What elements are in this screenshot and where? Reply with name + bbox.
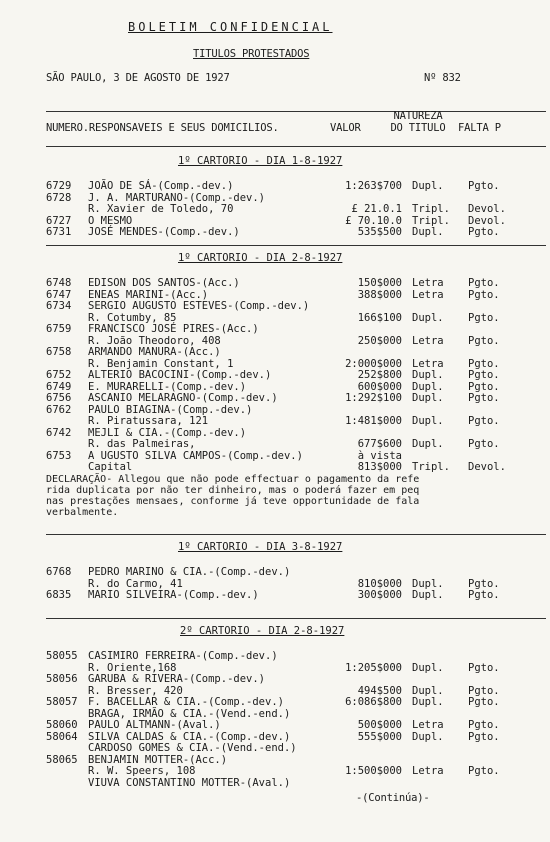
column-valor: VALOR xyxy=(330,122,361,134)
declaracao-line: nas prestações mensaes, conforme já teve opportunidade de fala xyxy=(46,495,420,507)
declaracao-line: DECLARAÇÃO- Allegou que não pode effectuar o pagamento da refe xyxy=(46,473,420,485)
document-subtitle: TITULOS PROTESTADOS xyxy=(193,48,310,60)
row-falta: Pgto. xyxy=(468,392,500,404)
header-bottom-rule xyxy=(46,146,546,147)
row-number: 6759 xyxy=(46,323,72,335)
row-number: 6728 xyxy=(46,191,72,204)
row-falta: Pgto. xyxy=(468,369,500,381)
row-number: 6835 xyxy=(46,589,72,601)
row-number: 6748 xyxy=(46,277,72,289)
row-natureza: Dupl. xyxy=(412,392,444,404)
row-responsavel: EDISON DOS SANTOS-(Acc.) xyxy=(88,277,240,289)
row-number: 6742 xyxy=(46,426,72,439)
row-number: 6753 xyxy=(46,449,72,462)
row-responsavel: Capital xyxy=(88,461,133,473)
row-number: 58064 xyxy=(46,730,78,743)
row-natureza: Dupl. xyxy=(412,380,444,393)
row-natureza: Dupl. xyxy=(412,311,444,324)
row-responsavel: R. das Palmeiras, xyxy=(88,438,196,450)
row-valor: 494$500 xyxy=(357,684,402,697)
row-valor: 1:481$000 xyxy=(345,415,402,427)
row-falta: Pgto. xyxy=(468,696,500,708)
row-valor: 250$000 xyxy=(357,334,402,347)
row-responsavel: ASCANIO MELARAGNO-(Comp.-dev.) xyxy=(88,392,278,404)
row-responsavel: JOÃO DE SÁ-(Comp.-dev.) xyxy=(88,180,234,192)
row-falta: Pgto. xyxy=(468,661,500,674)
row-valor: à vista xyxy=(357,449,402,462)
row-natureza: Letra xyxy=(412,288,444,301)
row-valor: 1:292$100 xyxy=(345,392,402,404)
row-natureza: Dupl. xyxy=(412,180,444,192)
row-number: 6749 xyxy=(46,380,72,393)
row-responsavel: R. Oriente,168 xyxy=(88,661,177,674)
section-heading: 1º CARTORIO - DIA 3-8-1927 xyxy=(178,541,343,553)
row-number: 6752 xyxy=(46,369,72,381)
row-number: 58056 xyxy=(46,673,78,685)
row-responsavel: F. BACELLAR & CIA.-(Comp.-dev.) xyxy=(88,696,284,708)
row-valor: 600$000 xyxy=(357,380,402,393)
row-falta: Pgto. xyxy=(468,380,500,393)
row-valor: 1:263$700 xyxy=(345,180,402,192)
row-natureza: Dupl. xyxy=(412,577,444,590)
row-valor: 150$000 xyxy=(357,277,402,289)
row-responsavel: PEDRO MARINO & CIA.-(Comp.-dev.) xyxy=(88,566,291,578)
row-responsavel: PAULO BIAGINA-(Comp.-dev.) xyxy=(88,403,253,416)
row-valor: 388$000 xyxy=(357,288,402,301)
row-falta: Pgto. xyxy=(468,589,500,601)
row-responsavel: CARDOSO GOMES & CIA.-(Vend.-end.) xyxy=(88,742,297,754)
row-responsavel: R. Bresser, 420 xyxy=(88,684,183,697)
row-responsavel: PAULO ALTMANN-(Aval.) xyxy=(88,719,221,731)
column-responsaveis: RESPONSAVEIS E SEUS DOMICILIOS. xyxy=(88,122,279,134)
continua-footer: -(Continúa)- xyxy=(356,792,430,804)
column-natureza: NATUREZA DO TITULO xyxy=(390,110,446,134)
row-natureza: Letra xyxy=(412,357,444,370)
row-responsavel: A UGUSTO SILVA CAMPOS-(Comp.-dev.) xyxy=(88,449,303,462)
row-valor: 555$000 xyxy=(357,730,402,743)
row-natureza: Letra xyxy=(412,765,444,777)
row-natureza: Tripl. xyxy=(412,461,450,473)
section-heading: 2º CARTORIO - DIA 2-8-1927 xyxy=(180,625,345,637)
row-responsavel: SILVA CALDAS & CIA.-(Comp.-dev.) xyxy=(88,730,291,743)
row-responsavel: R. do Carmo, 41 xyxy=(88,577,183,590)
header-top-rule xyxy=(46,111,546,112)
document-date: SÃO PAULO, 3 DE AGOSTO DE 1927 xyxy=(46,72,230,84)
row-falta: Pgto. xyxy=(468,415,500,427)
row-number: 58060 xyxy=(46,719,78,731)
row-number: 6758 xyxy=(46,346,72,358)
row-natureza: Dupl. xyxy=(412,730,444,743)
row-falta: Pgto. xyxy=(468,277,500,289)
row-valor: 300$000 xyxy=(357,589,402,601)
row-responsavel: ARMANDO MANURA-(Acc.) xyxy=(88,346,221,358)
row-number: 6729 xyxy=(46,180,72,192)
row-valor: 252$800 xyxy=(357,369,402,381)
row-falta: Pgto. xyxy=(468,765,500,777)
declaracao-line: verbalmente. xyxy=(46,506,119,518)
row-responsavel: BRAGA, IRMÃO & CIA.-(Vend.-end.) xyxy=(88,707,291,720)
row-falta: Pgto. xyxy=(468,577,500,590)
row-number: 58055 xyxy=(46,650,78,662)
row-responsavel: R. Xavier de Toledo, 70 xyxy=(88,203,234,215)
row-valor: 1:500$000 xyxy=(345,765,402,777)
row-falta: Devol. xyxy=(468,214,506,227)
row-valor: 677$600 xyxy=(357,438,402,450)
row-natureza: Dupl. xyxy=(412,589,444,601)
declaracao-line: rida duplicata por não ter dinheiro, mas o poderá fazer em peq xyxy=(46,484,420,496)
row-natureza: Letra xyxy=(412,277,444,289)
row-responsavel: ALTERIO BACOCINI-(Comp.-dev.) xyxy=(88,369,272,381)
row-valor: 166$100 xyxy=(357,311,402,324)
row-falta: Devol. xyxy=(468,203,506,215)
document-title: BOLETIM CONFIDENCIAL xyxy=(128,20,333,34)
row-valor: 810$000 xyxy=(357,577,402,590)
row-valor: 6:086$800 xyxy=(345,696,402,708)
row-responsavel: R. Benjamin Constant, 1 xyxy=(88,357,234,370)
row-responsavel: JOSÉ MENDES-(Comp.-dev.) xyxy=(88,226,240,238)
section-heading: 1º CARTORIO - DIA 1-8-1927 xyxy=(178,155,343,167)
row-natureza: Dupl. xyxy=(412,415,444,427)
row-natureza: Letra xyxy=(412,334,444,347)
row-falta: Pgto. xyxy=(468,311,500,324)
row-natureza: Letra xyxy=(412,719,444,731)
row-responsavel: O MESMO xyxy=(88,214,133,227)
row-natureza: Dupl. xyxy=(412,661,444,674)
row-falta: Pgto. xyxy=(468,180,500,192)
row-number: 6762 xyxy=(46,403,72,416)
row-responsavel: VIUVA CONSTANTINO MOTTER-(Aval.) xyxy=(88,776,291,789)
row-number: 6734 xyxy=(46,300,72,312)
row-responsavel: MEJLI & CIA.-(Comp.-dev.) xyxy=(88,426,247,439)
row-falta: Pgto. xyxy=(468,684,500,697)
row-falta: Pgto. xyxy=(468,226,500,238)
row-natureza: Tripl. xyxy=(412,214,450,227)
row-responsavel: E. MURARELLI-(Comp.-dev.) xyxy=(88,380,247,393)
row-responsavel: FRANCISCO JOSÉ PIRES-(Acc.) xyxy=(88,323,259,335)
row-responsavel: BENJAMIN MOTTER-(Acc.) xyxy=(88,753,228,766)
row-valor: 1:205$000 xyxy=(345,661,402,674)
column-numero: NUMERO.RESPONSAVEIS E SEUS DOMICILIOS. xyxy=(46,122,279,134)
row-responsavel: CASIMIRO FERREIRA-(Comp.-dev.) xyxy=(88,650,278,662)
row-responsavel: R. Cotumby, 85 xyxy=(88,311,177,324)
row-valor: £ 21.0.1 xyxy=(351,203,402,215)
row-valor: 535$500 xyxy=(357,226,402,238)
section-divider xyxy=(46,245,546,246)
row-responsavel: ENEAS MARINI-(Acc.) xyxy=(88,288,209,301)
bulletin-number: Nº 832 xyxy=(424,72,461,84)
row-responsavel: J. A. MARTURANO-(Comp.-dev.) xyxy=(88,191,266,204)
row-responsavel: GARUBA & RIVERA-(Comp.-dev.) xyxy=(88,673,266,685)
row-natureza: Dupl. xyxy=(412,438,444,450)
column-falta: FALTA P xyxy=(458,122,501,134)
section-heading: 1º CARTORIO - DIA 2-8-1927 xyxy=(178,252,343,264)
row-natureza: Dupl. xyxy=(412,696,444,708)
row-responsavel: R. Piratussara, 121 xyxy=(88,415,209,427)
row-falta: Pgto. xyxy=(468,288,500,301)
row-number: 58057 xyxy=(46,696,78,708)
row-falta: Pgto. xyxy=(468,719,500,731)
row-number: 6747 xyxy=(46,288,72,301)
row-number: 6731 xyxy=(46,226,72,238)
row-valor: 2:000$000 xyxy=(345,357,402,370)
row-natureza: Dupl. xyxy=(412,684,444,697)
section-divider xyxy=(46,534,546,535)
row-valor: 500$000 xyxy=(357,719,402,731)
section-divider xyxy=(46,618,546,619)
row-natureza: Dupl. xyxy=(412,226,444,238)
row-falta: Pgto. xyxy=(468,334,500,347)
row-falta: Pgto. xyxy=(468,730,500,743)
row-valor: £ 70.10.0 xyxy=(345,214,402,227)
row-valor: 813$000 xyxy=(357,461,402,473)
row-responsavel: SERGIO AUGUSTO ESTEVES-(Comp.-dev.) xyxy=(88,300,310,312)
row-falta: Pgto. xyxy=(468,357,500,370)
row-responsavel: R. João Theodoro, 408 xyxy=(88,334,221,347)
row-number: 6756 xyxy=(46,392,72,404)
row-number: 6768 xyxy=(46,566,72,578)
row-natureza: Dupl. xyxy=(412,369,444,381)
row-responsavel: MARIO SILVEIRA-(Comp.-dev.) xyxy=(88,589,259,601)
row-falta: Devol. xyxy=(468,461,506,473)
row-falta: Pgto. xyxy=(468,438,500,450)
row-number: 6727 xyxy=(46,214,72,227)
row-responsavel: R. W. Speers, 108 xyxy=(88,765,196,777)
row-natureza: Tripl. xyxy=(412,203,450,215)
row-number: 58065 xyxy=(46,753,78,766)
